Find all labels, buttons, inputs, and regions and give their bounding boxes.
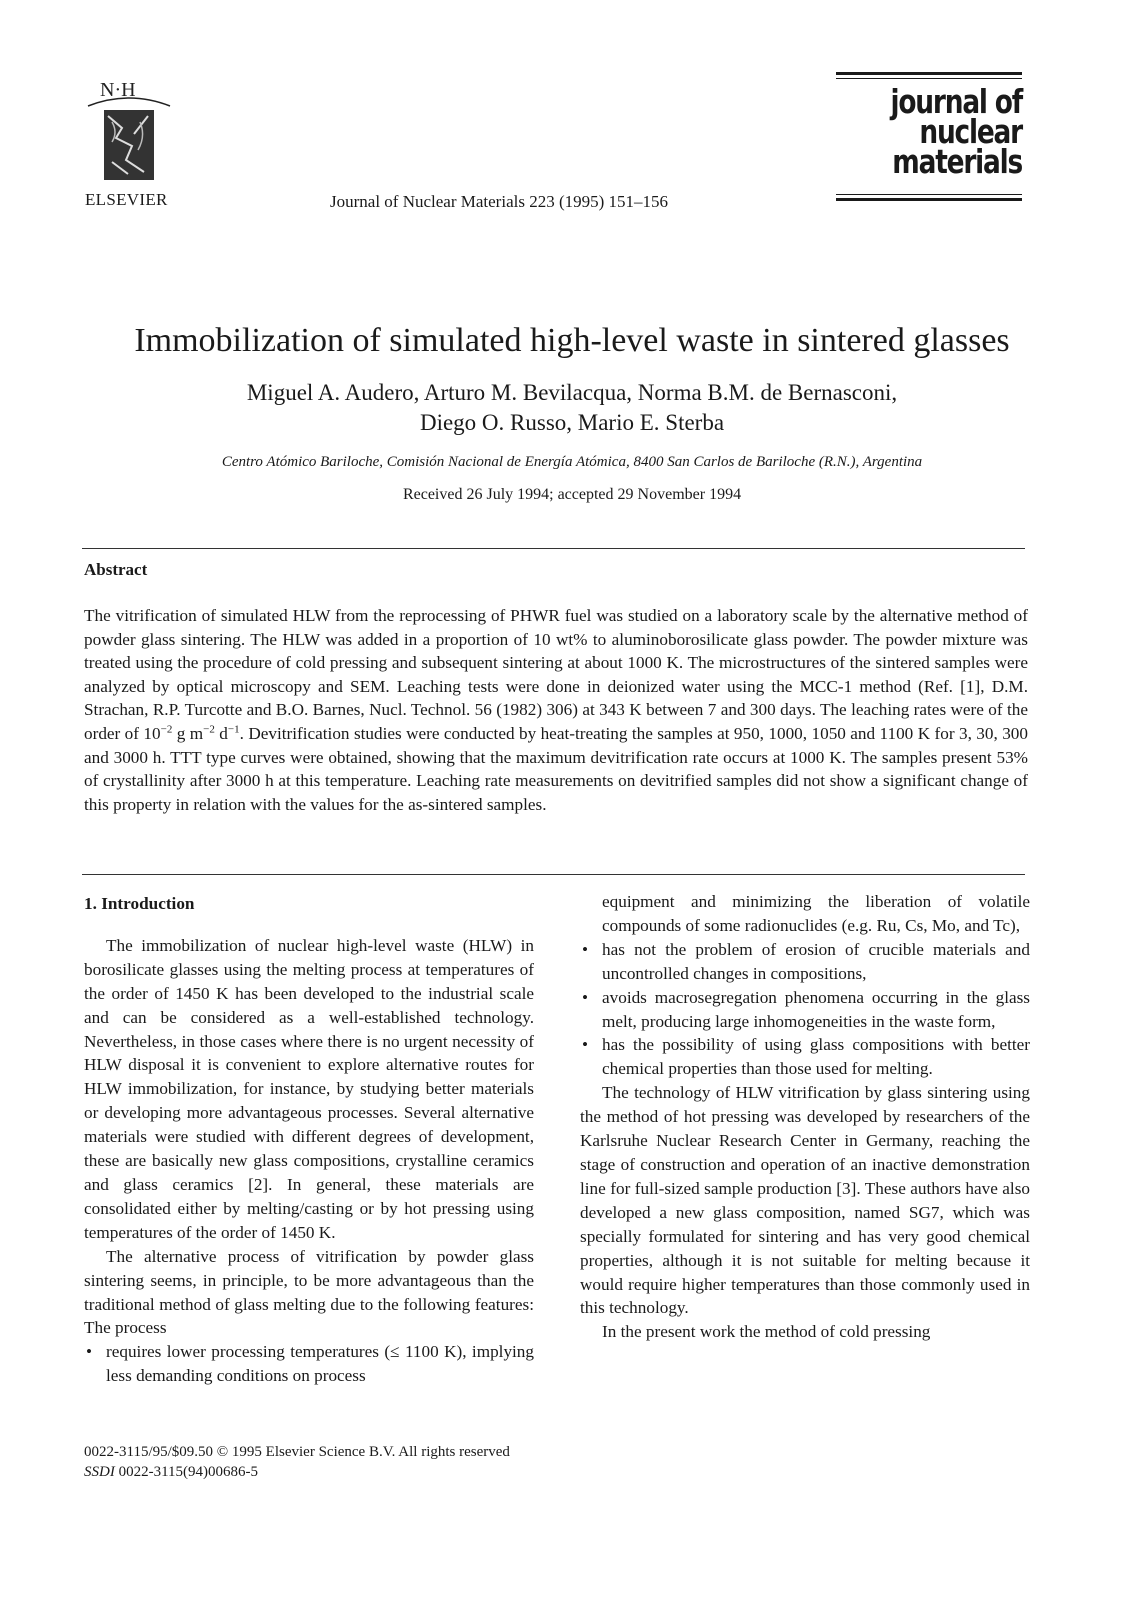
divider xyxy=(82,874,1025,875)
paragraph: In the present work the method of cold pressing xyxy=(602,1322,931,1342)
authors-line: Miguel A. Audero, Arturo M. Bevilacqua, Norma B.M. de Bernasconi, xyxy=(246,380,898,405)
abstract-text: The vitrification of simulated HLW from the reprocessing of PHWR fuel was studied on a laboratory scale by the alternative method of powder glass sintering. The HLW was added in a proportion of 10 wt% to aluminoborosilicate glass powder. The powder mixture was treated using the procedure of cold pressing and subsequent sintering at about 1000 K. The microstructures of the sintered samples were analyzed by optical microscopy and SEM. Leaching tests were done in deionized water using the MCC-1 method (Ref. [1], D.M. Strachan, R.P. Turcotte and B.O. Barnes, Nucl. Technol. 56 (1982) 306) at 343 K between 7 and 300 days. The leaching rates were of the order of $10^{-2}$ g $m^{-2}$ $d^{-1}$. Devitrification studies were conducted by heat-treating the samples at 950, 1000, 1050 and 1100 K for 3, 30, 300 and 3000 h. TTT type curves were obtained, showing that the maximum devitrification rate occurs at 1000 K. The samples present 53% of crystallinity after 3000 h at this temperature. Leaching rate measurements on devitrified samples did not show a significant change of this property in relation with the values for the as-sintered samples. xyxy=(84,606,1028,814)
journal-logo xyxy=(836,72,1022,206)
bullet: • xyxy=(86,1342,93,1362)
feature-list xyxy=(84,1340,534,1388)
journal-logo-word: journal of xyxy=(890,82,1022,121)
publisher-name: ELSEVIER xyxy=(85,190,168,209)
paragraph: The alternative process of vitrification by powder glass sintering seems, in principle, to be more advantageous than the traditional method of glass melting due to the following features: The process xyxy=(84,1246,534,1338)
right-column xyxy=(580,890,1030,1344)
bullet: • xyxy=(582,939,589,959)
article-title: Immobilization of simulated high-level waste in sintered glasses xyxy=(134,322,1010,359)
copyright-footer xyxy=(84,1442,510,1482)
section-heading: 1. Introduction xyxy=(84,894,195,913)
paragraph: The technology of HLW vitrification by glass sintering using the method of hot pressing was developed by researchers of the Karlsruhe Nuclear Research Center in Germany, reaching the stage of construction and operation of an inactive demonstration line for full-sized sample production [3]. These authors have also developed a new glass composition, named SG7, which was specially formulated for sintering and has very good chemical properties, although it is not suitable for melting because it would require higher temperatures than those commonly used in this technology. xyxy=(580,1083,1030,1318)
list-item: • avoids macrosegregation phenomena occurring in the glass melt, producing large inhomogeneities in the waste form, xyxy=(582,987,1030,1031)
journal-logo-word: nuclear xyxy=(919,112,1022,151)
left-column xyxy=(84,892,534,1388)
divider xyxy=(82,548,1025,549)
journal-logo-word: materials xyxy=(892,142,1022,181)
received-dates: Received 26 July 1994; accepted 29 November 1994 xyxy=(402,486,742,503)
abstract-heading: Abstract xyxy=(84,560,148,579)
ssdi-line: SSDI 0022-3115(94)00686-5 xyxy=(84,1464,259,1480)
list-item-continued: equipment and minimizing the liberation of volatile compounds of some radionuclides (e.g. Ru, Cs, Mo, and Tc), xyxy=(602,892,1030,935)
paragraph: The immobilization of nuclear high-level waste (HLW) in borosilicate glasses using the melting process at temperatures of the order of 1450 K has been developed to the industrial scale and can be considered as a well-established technology. Nevertheless, in those cases where there is no urgent necessity of HLW disposal it is convenient to explore alternative routes for HLW immobilization, for instance, by studying better materials or developing more advantageous processes. Several alternative materials were studied with different degrees of development, these are basically new glass compositions, crystalline ceramics and glass ceramics [2]. In general, these materials are consolidated either by melting/casting or by hot pressing using temperatures of the order of 1450 K. xyxy=(84,935,534,1242)
bullet: • xyxy=(582,987,589,1007)
list-item: • has the possibility of using glass compositions with better chemical properties than those used for melting. xyxy=(582,1035,1030,1079)
copyright-line: 0022-3115/95/$09.50 © 1995 Elsevier Science B.V. All rights reserved xyxy=(84,1444,510,1460)
list-item: • requires lower processing temperatures (≤ 1100 K), implying less demanding conditions on process xyxy=(86,1342,534,1386)
author-list xyxy=(0,378,1144,438)
affiliation: Centro Atómico Bariloche, Comisión Nacional de Energía Atómica, 8400 San Carlos de Bariloche (R.N.), Argentina xyxy=(221,454,923,470)
bullet: • xyxy=(582,1035,589,1055)
elsevier-logo xyxy=(82,76,177,196)
logo-letters: N·H xyxy=(100,79,136,101)
list-item: • has not the problem of erosion of crucible materials and uncontrolled changes in compositions, xyxy=(582,939,1030,983)
journal-citation: Journal of Nuclear Materials 223 (1995) 151–156 xyxy=(330,192,669,211)
authors-line: Diego O. Russo, Mario E. Sterba xyxy=(419,410,725,435)
feature-list xyxy=(580,890,1030,1081)
